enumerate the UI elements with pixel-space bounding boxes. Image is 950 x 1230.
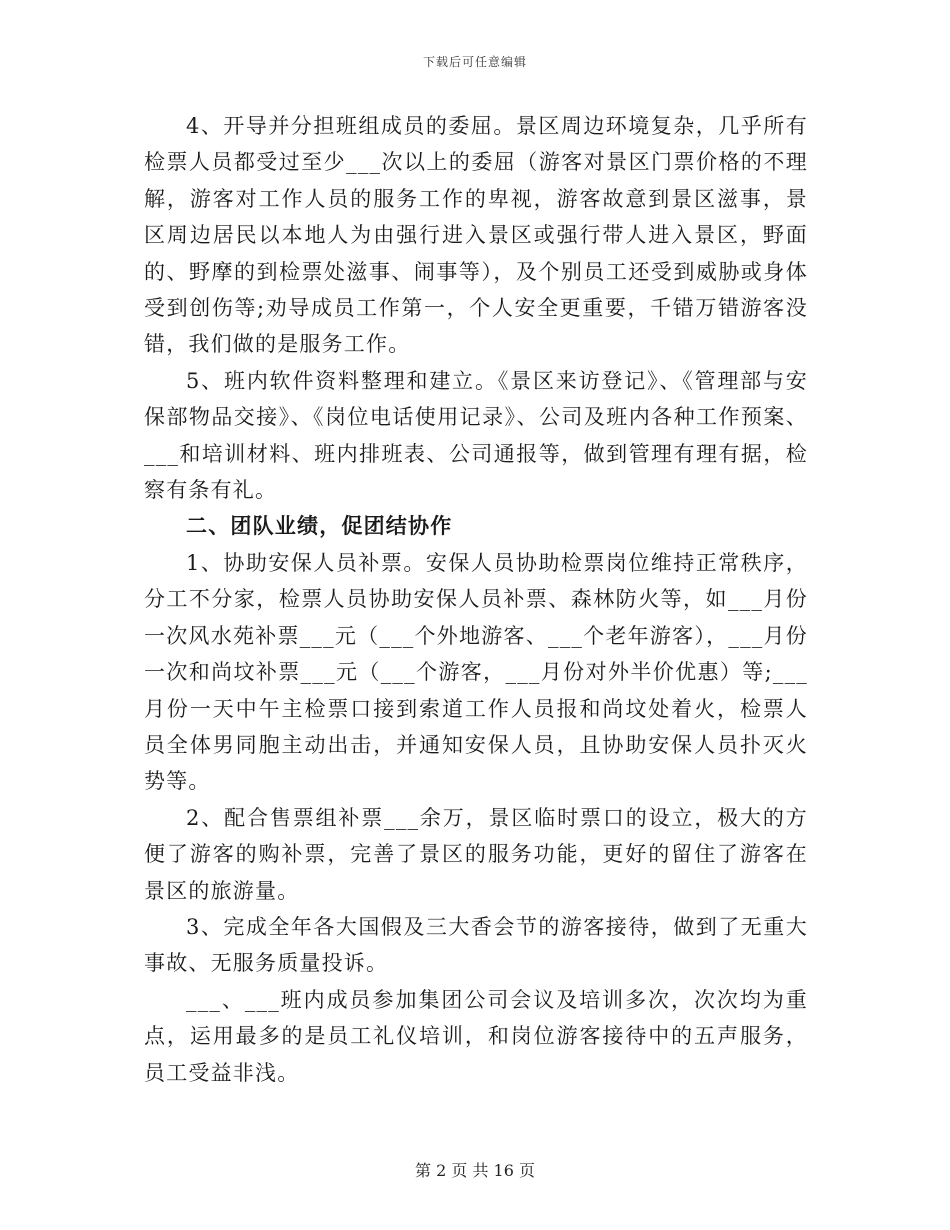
paragraph-item-3: 3、完成全年各大国假及三大香会节的游客接待，做到了无重大事故、无服务质量投诉。 xyxy=(144,914,808,976)
document-body xyxy=(144,108,808,1091)
paragraph-item-training: ___、___班内成员参加集团公司会议及培训多次，次次均为重点，运用最多的是员工礼仪培训，和岗位游客接待中的五声服务，员工受益非浅。 xyxy=(144,987,808,1085)
paragraph-item-4: 4、开导并分担班组成员的委屈。景区周边环境复杂，几乎所有检票人员都受过至少___次以上的委屈（游客对景区门票价格的不理解，游客对工作人员的服务工作的卑视，游客故意到景区滋事，景区周边居民以本地人为由强行进入景区或强行带人进入景区，野面的、野摩的到检票处滋事、闹事等），及个别员工还受到威胁或身体受到创伤等;劝导成员工作第一，个人安全更重要，千错万错游客没错，我们做的是服务工作。 xyxy=(144,114,808,357)
page-number: 第 2 页 共 16 页 xyxy=(415,1161,535,1180)
paragraph-item-2: 2、配合售票组补票___余万，景区临时票口的设立，极大的方便了游客的购补票，完善了景区的服务功能，更好的留住了游客在景区的旅游量。 xyxy=(144,805,808,903)
page-header: 下载后可任意编辑 xyxy=(422,55,527,69)
section-heading: 二、团队业绩，促团结协作 xyxy=(186,513,453,539)
paragraph-item-5: 5、班内软件资料整理和建立。《景区来访登记》、《管理部与安保部物品交接》、《岗位电话使用记录》、公司及班内各种工作预案、___和培训材料、班内排班表、公司通报等，做到管理有理有据，检察有条有礼。 xyxy=(144,368,808,503)
paragraph-item-1: 1、协助安保人员补票。安保人员协助检票岗位维持正常秩序，分工不分家，检票人员协助安保人员补票、森林防火等，如___月份一次风水苑补票___元（___个外地游客、___个老年游客），___月份一次和尚坟补票___元（___个游客，___月份对外半价优惠）等;___月份一天中午主检票口接到索道工作人员报和尚坟处着火，检票人员全体男同胞主动出击，并通知安保人员，且协助安保人员扑灭火势等。 xyxy=(144,550,808,794)
